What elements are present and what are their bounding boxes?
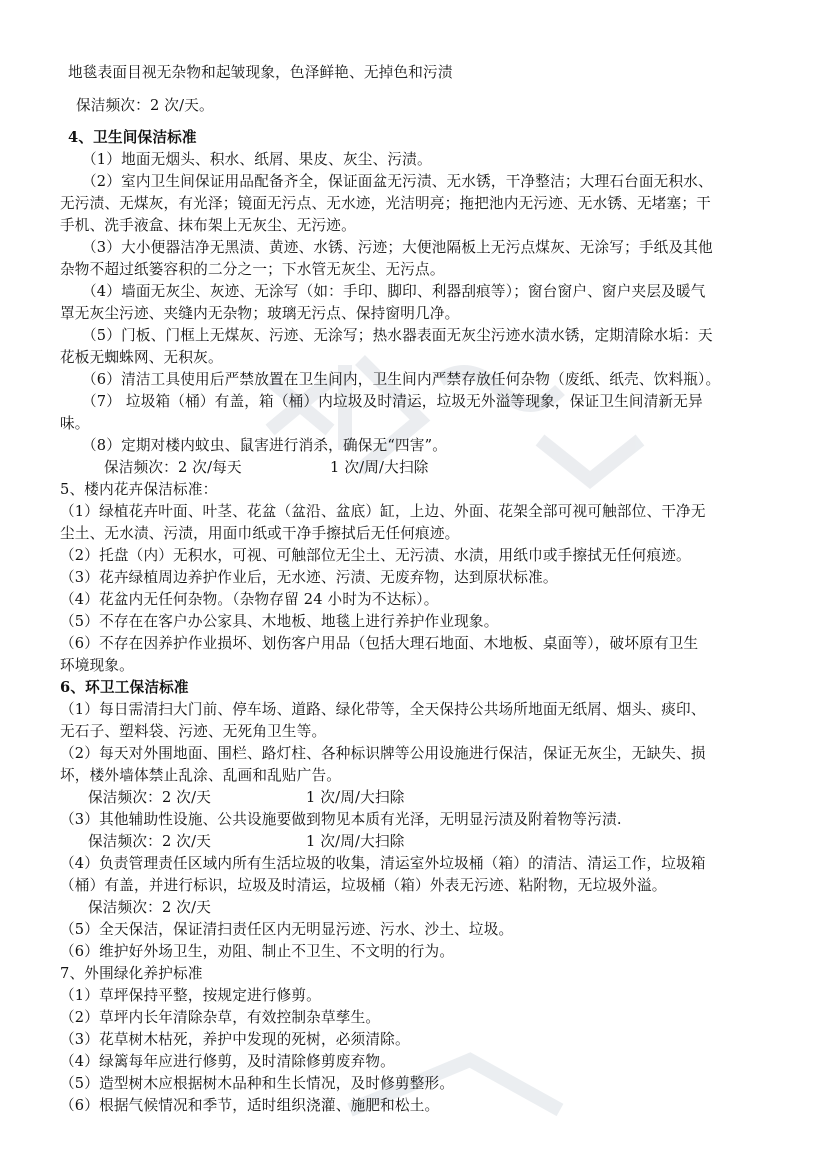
restroom-item-7-cont: 味。 (60, 415, 90, 432)
sanitation-frequency-1-weekly: 1 次/周/大扫除 (306, 789, 405, 806)
sanitation-item-5: （5）全天保洁，保证清扫责任区内无明显污迹、污水、沙土、垃圾。 (60, 921, 514, 938)
restroom-item-7: （7） 垃圾箱（桶）有盖，箱（桶）内垃圾及时清运，垃圾无外溢等现象，保证卫生间清新无异 (82, 393, 703, 410)
sanitation-frequency-3: 保洁频次：2 次/天 (88, 899, 211, 916)
restroom-item-4: （4）墙面无灰尘、灰迹、无涂写（如：手印、脚印、利器刮痕等）；窗台窗户、窗户夹层及暖气 (82, 283, 706, 300)
plants-item-4: （4）花盆内无任何杂物。（杂物存留 24 小时为不达标）。 (60, 591, 439, 608)
sanitation-item-1: （1）每日需清扫大门前、停车场、道路、绿化带等，全天保持公共场所地面无纸屑、烟头、痰印、 (60, 701, 706, 718)
plants-item-5: （5）不存在在客户办公家具、木地板、地毯上进行养护作业现象。 (60, 613, 499, 630)
sanitation-item-3: （3）其他辅助性设施、公共设施要做到物见本质有光泽，无明显污渍及附着物等污渍. (60, 811, 622, 828)
plants-title: 5、楼内花卉保洁标准： (60, 481, 218, 498)
restroom-item-1: （1）地面无烟头、积水、纸屑、果皮、灰尘、污渍。 (82, 151, 432, 168)
sanitation-frequency-2-weekly: 1 次/周/大扫除 (306, 833, 405, 850)
greening-item-1: （1）草坪保持平整，按规定进行修剪。 (60, 987, 321, 1004)
greening-item-6: （6）根据气候情况和季节，适时组织浇灌、施肥和松土。 (60, 1097, 440, 1114)
plants-item-3: （3）花卉绿植周边养护作业后，无水迹、污渍、无废弃物，达到原状标准。 (60, 569, 558, 586)
restroom-item-5: （5）门板、门框上无煤灰、污迹、无涂写；热水器表面无灰尘污迹水渍水锈，定期清除水垢：天 (82, 327, 713, 344)
sanitation-frequency-1: 保洁频次：2 次/天 (88, 789, 211, 806)
carpet-standard: 地毯表面目视无杂物和起皱现象，色泽鲜艳、无掉色和污渍 (68, 64, 453, 81)
restroom-item-2: （2）室内卫生间保证用品配备齐全，保证面盆无污渍、无水锈，干净整洁；大理石台面无积水、 (82, 173, 713, 190)
greening-item-5: （5）造型树木应根据树木品种和生长情况，及时修剪整形。 (60, 1075, 455, 1092)
restroom-item-3: （3）大小便器洁净无黑渍、黄迹、水锈、污迹；大便池隔板上无污点煤灰、无涂写；手纸及其他 (82, 239, 713, 256)
restroom-frequency-weekly: 1 次/周/大扫除 (330, 459, 429, 476)
plants-item-1: （1）绿植花卉叶面、叶茎、花盆（盆沿、盆底）缸，上边、外面、花架全部可视可触部位、干净无 (60, 503, 706, 520)
restroom-frequency: 保洁频次：2 次/每天 (104, 459, 242, 476)
restroom-item-8: （8）定期对楼内蚊虫、鼠害进行消杀，确保无“四害”。 (82, 437, 448, 454)
restroom-item-2-cont: 无污渍、无煤灰，有光泽；镜面无污点、无水迹，光洁明亮；拖把池内无污迹、无水锈、无堵塞；干 (60, 195, 711, 212)
restroom-item-2-cont: 手机、洗手液盒、抹布架上无灰尘、无污迹。 (60, 217, 356, 234)
plants-item-6-cont: 环境现象。 (60, 657, 134, 674)
greening-item-3: （3）花草树木枯死，养护中发现的死树，必须清除。 (60, 1031, 410, 1048)
sanitation-item-2-cont: 坏，楼外墙体禁止乱涂、乱画和乱贴广告。 (60, 767, 342, 784)
restroom-item-3-cont: 杂物不超过纸篓容积的二分之一；下水管无灰尘、无污点。 (60, 261, 445, 278)
sanitation-item-2: （2）每天对外围地面、围栏、路灯柱、各种标识牌等公用设施进行保洁，保证无灰尘，无缺失、损 (60, 745, 706, 762)
restroom-item-5-cont: 花板无蜘蛛网、无积灰。 (60, 349, 223, 366)
sanitation-frequency-2: 保洁频次：2 次/天 (88, 833, 211, 850)
restroom-item-6: （6）清洁工具使用后严禁放置在卫生间内，卫生间内严禁存放任何杂物（废纸、纸壳、饮料瓶）。 (82, 371, 721, 388)
greening-item-4: （4）绿篱每年应进行修剪，及时清除修剪废弃物。 (60, 1053, 395, 1070)
greening-title: 7、外围绿化养护标准 (60, 965, 203, 982)
restroom-item-4-cont: 罩无灰尘污迹、夹缝内无杂物；玻璃无污点、保持窗明几净。 (60, 305, 460, 322)
sanitation-item-6: （6）维护好外场卫生，劝阻、制止不卫生、不文明的行为。 (60, 943, 455, 960)
plants-item-6: （6）不存在因养护作业损坏、划伤客户用品（包括大理石地面、木地板、桌面等），破坏原有卫生 (60, 635, 699, 652)
carpet-frequency: 保洁频次：2 次/天。 (76, 97, 214, 114)
sanitation-item-4: （4）负责管理责任区域内所有生活垃圾的收集，清运室外垃圾桶（箱）的清洁、清运工作，垃圾箱 (60, 855, 706, 872)
sanitation-item-4-cont: （桶）有盖，并进行标识，垃圾及时清运，垃圾桶（箱）外表无污迹、粘附物，无垃圾外溢。 (60, 877, 667, 894)
greening-item-2: （2）草坪内长年清除杂草，有效控制杂草孳生。 (60, 1009, 381, 1026)
plants-item-2: （2）托盘（内）无积水，可视、可触部位无尘土、无污渍、水渍，用纸巾或手擦拭无任何痕迹。 (60, 547, 691, 564)
plants-item-1-cont: 尘土、无水渍、污渍，用面巾纸或干净手擦拭后无任何痕迹。 (60, 525, 460, 542)
sanitation-item-1-cont: 无石子、塑料袋、污迹、无死角卫生等。 (60, 723, 327, 740)
restroom-title: 4、卫生间保洁标准 (68, 129, 197, 146)
sanitation-title: 6、环卫工保洁标准 (60, 679, 189, 696)
